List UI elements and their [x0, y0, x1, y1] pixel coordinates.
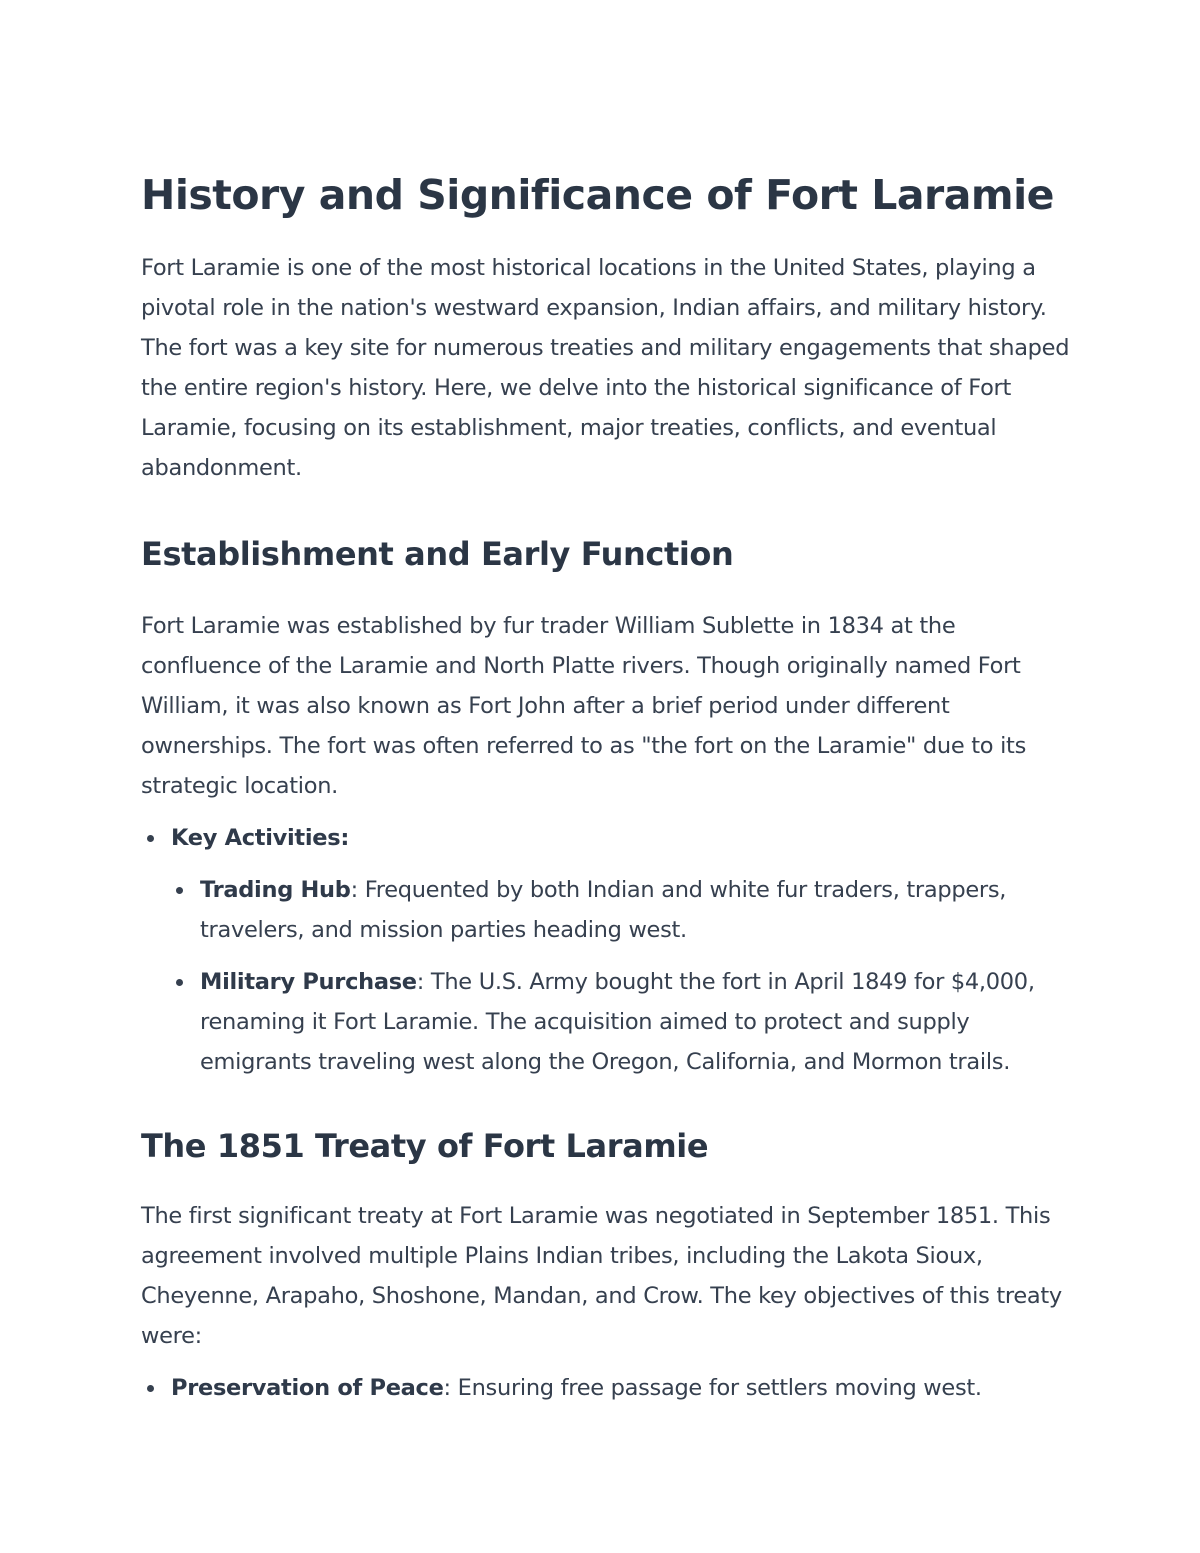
list-item-key-activities [141, 818, 1076, 1082]
bullet-icon [147, 835, 154, 842]
list-item-text: : Ensuring free passage for settlers moving west. [443, 1375, 982, 1401]
treaty-objectives-list [141, 1368, 1076, 1408]
intro-paragraph: Fort Laramie is one of the most historical locations in the United States, playing a pivotal role in the nation's westward expansion, Indian affairs, and military history. The fort was a key site for numerous treaties and military engagements that shaped the entire region's history. Here, we delve into the historical significance of Fort Laramie, focusing on its establishment, major treaties, conflicts, and eventual abandonment. [141, 255, 1070, 481]
bullet-icon [147, 1385, 154, 1392]
list-item-text: : The U.S. Army bought the fort in April 1849 for $4,000, renaming it Fort Laramie. The acquisition aimed to protect and supply emigrants traveling west along the Oregon, California, and Mormon trails. [200, 969, 1035, 1075]
list-item-text: : Frequented by both Indian and white fur traders, trappers, travelers, and mission parties heading west. [200, 877, 1007, 943]
list-item-military-purchase [171, 962, 1076, 1082]
list-item-label: Key Activities: [171, 825, 350, 851]
page-title: History and Significance of Fort Laramie [141, 171, 1054, 219]
section-heading-treaty-1851: The 1851 Treaty of Fort Laramie [141, 1127, 709, 1165]
list-item-label: Preservation of Peace [171, 1375, 444, 1401]
list-item-label: Military Purchase [200, 969, 417, 995]
bullet-icon [176, 887, 183, 894]
list-item-label: Trading Hub [200, 877, 351, 903]
list-item-trading-hub [171, 870, 1076, 950]
document-body [141, 168, 1076, 1408]
key-activities-list [141, 818, 1076, 1082]
list-item-preservation-of-peace [141, 1368, 1076, 1408]
section-heading-establishment: Establishment and Early Function [141, 535, 734, 573]
establishment-paragraph: Fort Laramie was established by fur trader William Sublette in 1834 at the confluence of the Laramie and North Platte rivers. Though originally named Fort William, it was also known as Fort John after a brief period under different ownerships. The fort was often referred to as "the fort on the Laramie" due to its strategic location. [141, 613, 1027, 799]
treaty-paragraph: The first significant treaty at Fort Laramie was negotiated in September 1851. This agreement involved multiple Plains Indian tribes, including the Lakota Sioux, Cheyenne, Arapaho, Shoshone, Mandan, and Crow. The key objectives of this treaty were: [141, 1203, 1062, 1349]
bullet-icon [176, 979, 183, 986]
key-activities-sublist [171, 870, 1076, 1082]
